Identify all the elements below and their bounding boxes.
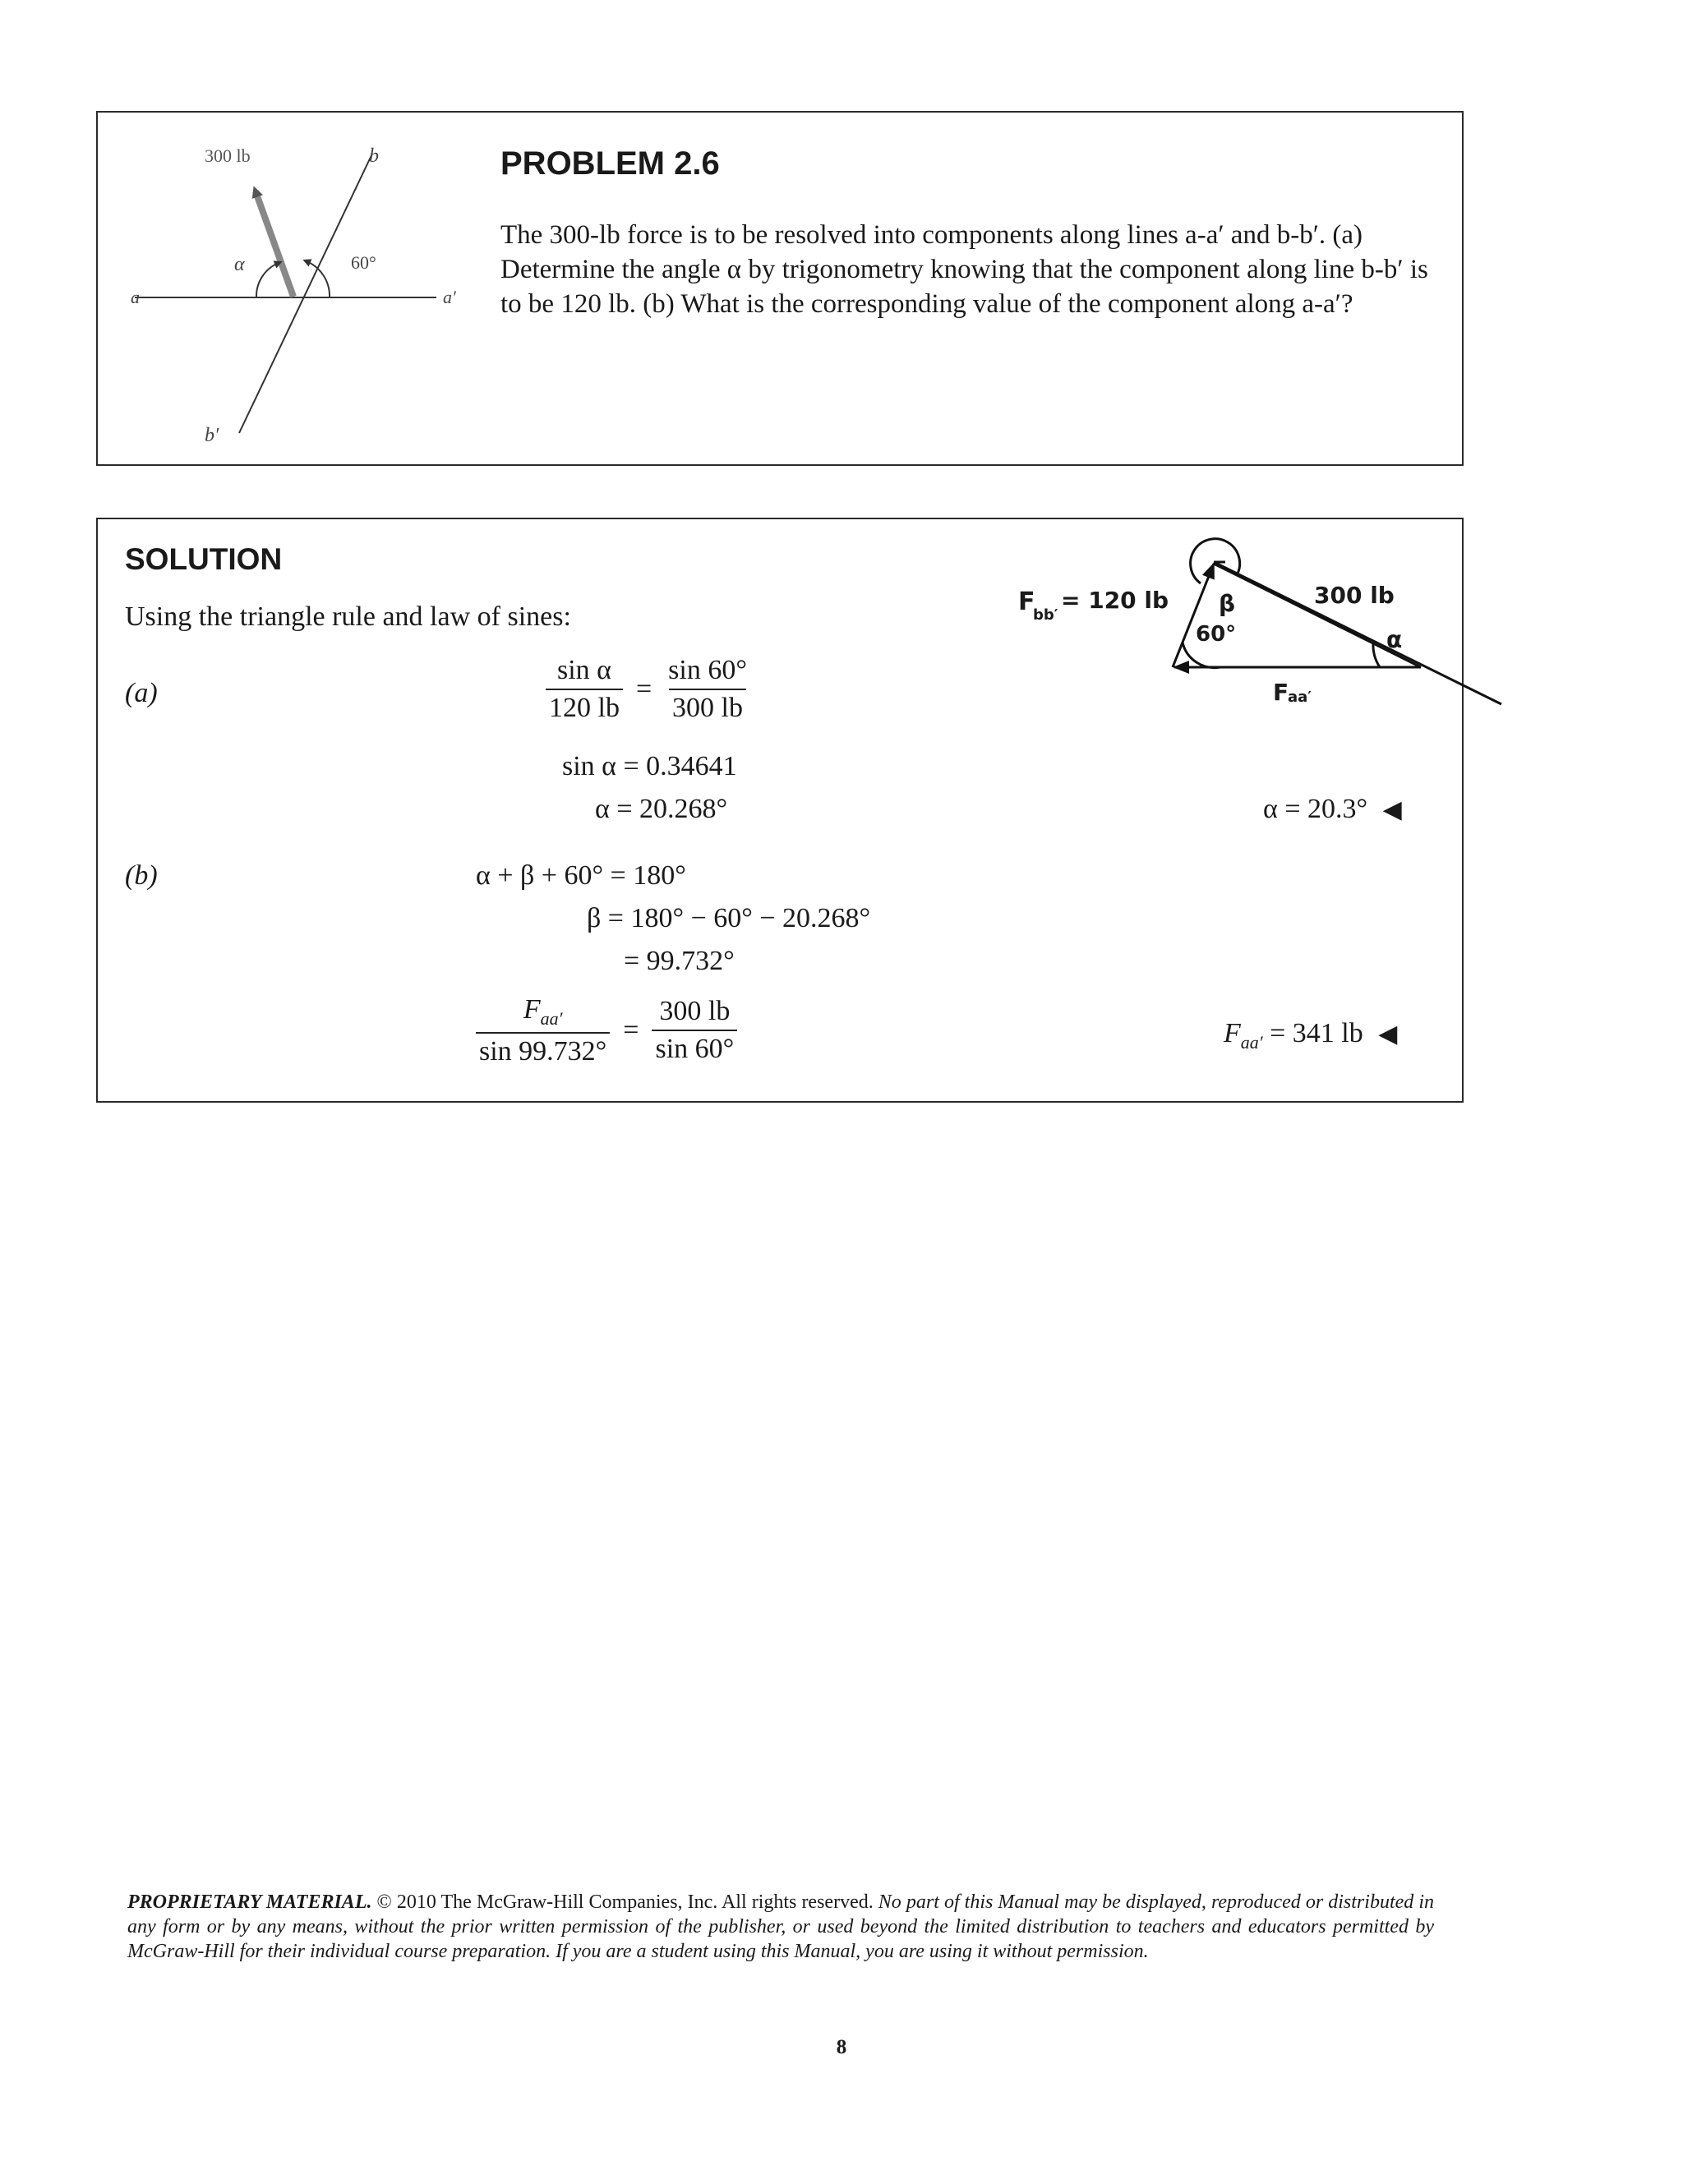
f-aa-subscript: aa′ <box>1288 689 1312 706</box>
f-bb-value: = 120 lb <box>1061 587 1169 614</box>
answer-b-value: = 341 lb <box>1262 1018 1363 1048</box>
denominator: sin 99.732° <box>476 1032 610 1067</box>
problem-title: PROBLEM 2.6 <box>500 145 720 182</box>
f-aa-symbol: F <box>1273 679 1289 706</box>
numerator <box>520 994 566 1032</box>
law-of-sines-equation-b <box>476 994 737 1067</box>
answer-marker-icon: ◀ <box>1382 795 1402 824</box>
law-of-sines-equation-a <box>546 655 750 724</box>
solution-title: SOLUTION <box>125 542 283 576</box>
alpha-arc <box>256 263 279 297</box>
denominator: 300 lb <box>669 689 746 724</box>
answer-b-force-symbol: F <box>1224 1018 1241 1048</box>
copyright-footer <box>127 1890 1434 1964</box>
answer-a <box>1263 794 1402 825</box>
f-bb-subscript: bb′ <box>1033 606 1058 624</box>
solution-box <box>96 518 1464 1103</box>
line-b-top-label: b <box>369 145 379 167</box>
answer-b-subscript: aa′ <box>1240 1031 1263 1053</box>
sixty-label: 60° <box>1196 622 1237 647</box>
answer-a-text: α = 20.3° <box>1263 794 1368 824</box>
denominator: 120 lb <box>546 689 623 724</box>
part-a-label: (a) <box>125 678 158 708</box>
beta-value: = 99.732° <box>624 946 735 976</box>
line-b-bottom-label: b′ <box>205 425 219 446</box>
footer-label: PROPRIETARY MATERIAL. <box>127 1891 372 1913</box>
force-vector <box>256 191 293 297</box>
denominator: sin 60° <box>652 1030 737 1065</box>
force-subscript: aa′ <box>540 1007 563 1029</box>
footer-copyright: © 2010 The McGraw-Hill Companies, Inc. All rights reserved. <box>371 1891 878 1913</box>
sixty-degree-label: 60° <box>351 252 376 273</box>
fraction-right <box>665 655 750 724</box>
problem-figure <box>98 113 492 466</box>
part-b-label: (b) <box>125 860 158 891</box>
force-300lb-label: 300 lb <box>1314 582 1395 609</box>
force-symbol: F <box>523 994 541 1025</box>
numerator: 300 lb <box>659 996 731 1027</box>
alpha-label: α <box>234 254 245 275</box>
fraction-left <box>476 994 610 1067</box>
answer-marker-icon: ◀ <box>1378 1020 1398 1048</box>
numerator: sin 60° <box>668 655 747 685</box>
line-a-right-label: a′ <box>443 287 456 307</box>
alpha-label: α <box>1386 626 1403 653</box>
answer-b <box>1224 1018 1397 1053</box>
force-triangle-sketch <box>985 544 1446 706</box>
f-bb-symbol: F <box>1018 587 1035 616</box>
fraction-right <box>652 996 737 1065</box>
alpha-value: α = 20.268° <box>595 794 728 824</box>
triangle-side-bb-vector <box>1173 564 1214 667</box>
equals-sign: = <box>635 674 652 704</box>
angle-sum-equation: α + β + 60° = 180° <box>476 860 686 891</box>
sin-alpha-value: sin α = 0.34641 <box>562 751 737 781</box>
equals-sign: = <box>623 1015 639 1046</box>
problem-box <box>96 111 1464 466</box>
fraction-left <box>546 655 623 724</box>
footer-notice: No part of this Manual may be displayed, reproduced or distributed in any form or by any means, without the prior written permission of the publisher, or used beyond the limited distribution to teachers and educators permitted by McGraw-Hill for their individual course preparation. If you are a student using this Manual, you are using it without permission. <box>127 1891 1434 1962</box>
page-number: 8 <box>836 2036 847 2058</box>
beta-equation: β = 180° − 60° − 20.268° <box>587 903 871 933</box>
force-label: 300 lb <box>205 145 251 166</box>
problem-statement: The 300-lb force is to be resolved into components along lines a-a′ and b-b′. (a) Determine the angle α by trigonometry knowing that the component along line b-b′ is to be 120 lb. (b) What is the corresponding value of the component along a-a′? <box>500 220 1428 319</box>
numerator: sin α <box>556 655 611 685</box>
solution-intro: Using the triangle rule and law of sines: <box>125 601 571 632</box>
beta-label: β <box>1219 590 1236 617</box>
line-a-left-label: a <box>131 287 140 307</box>
